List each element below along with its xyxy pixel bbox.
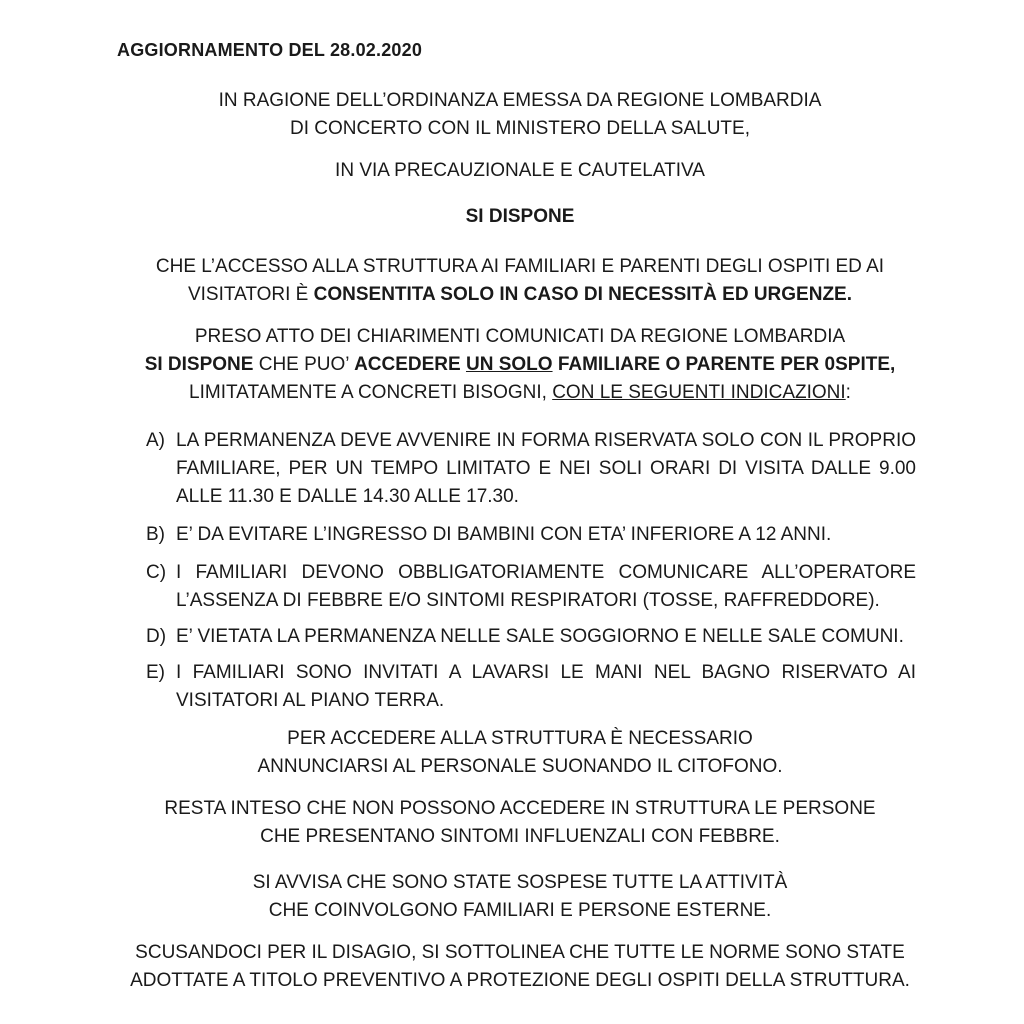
apology-line-1: SCUSANDOCI PER IL DISAGIO, SI SOTTOLINEA CHE TUTTE LE NORME SONO STATE (135, 942, 905, 963)
rule-item-d (146, 623, 916, 651)
clarification-familiare: FAMILIARE O PARENTE PER 0SPITE, (552, 354, 896, 375)
clarification-limitatamente: LIMITATAMENTE A CONCRETI BISOGNI, (189, 382, 553, 403)
rule-marker-d: D) (146, 626, 167, 647)
rule-item-a (146, 427, 916, 511)
intro-line-1: IN RAGIONE DELL’ORDINANZA EMESSA DA REGIONE LOMBARDIA (218, 90, 822, 111)
rule-item-b (146, 521, 916, 549)
restriction-line-2: CHE PRESENTANO SINTOMI INFLUENZALI CON FEBBRE. (260, 826, 780, 847)
clarification-accedere: ACCEDERE (354, 354, 466, 375)
rule-item-e (146, 659, 916, 715)
rule-marker-e: E) (146, 662, 165, 683)
rule-marker-c: C) (146, 562, 167, 583)
rule-text-a: LA PERMANENZA DEVE AVVENIRE IN FORMA RISERVATA SOLO CON IL PROPRIO FAMILIARE, PER UN TEMPO LIMITATO E NEI SOLI ORARI DI VISITA DALLE 9.00 ALLE 11.30 E DALLE 14.30 ALLE 17.30. (176, 430, 916, 507)
dispone-heading: SI DISPONE (465, 206, 575, 227)
suspension-line-2: CHE COINVOLGONO FAMILIARI E PERSONE ESTERNE. (268, 900, 772, 921)
update-date-heading: AGGIORNAMENTO DEL 28.02.2020 (117, 40, 423, 60)
rule-text-b: E’ DA EVITARE L’INGRESSO DI BAMBINI CON ETA’ INFERIORE A 12 ANNI. (176, 524, 832, 545)
rule-text-e: I FAMILIARI SONO INVITATI A LAVARSI LE MANI NEL BAGNO RISERVATO AI VISITATORI AL PIANO TERRA. (176, 662, 916, 711)
clarification-indicazioni: CON LE SEGUENTI INDICAZIONI (552, 382, 846, 403)
rule-text-c: I FAMILIARI DEVONO OBBLIGATORIAMENTE COMUNICARE ALL’OPERATORE L’ASSENZA DI FEBBRE E/O SINTOMI RESPIRATORI (TOSSE, RAFFREDDORE). (176, 562, 916, 611)
clarification-si-dispone: SI DISPONE (144, 354, 254, 375)
restriction-line-1: RESTA INTESO CHE NON POSSONO ACCEDERE IN STRUTTURA LE PERSONE (164, 798, 876, 819)
clarification-un-solo: UN SOLO (465, 354, 553, 375)
rule-marker-b: B) (146, 524, 165, 545)
access-line-1: CHE L’ACCESSO ALLA STRUTTURA AI FAMILIARI E PARENTI DEGLI OSPITI ED AI (155, 256, 885, 277)
restriction-paragraph (100, 795, 940, 851)
entry-line-1: PER ACCEDERE ALLA STRUTTURA È NECESSARIO (287, 728, 753, 749)
clarification-line-2 (100, 351, 940, 379)
clarification-paragraph (100, 323, 940, 407)
access-line-2-plain: VISITATORI È (187, 284, 314, 305)
entry-paragraph (100, 725, 940, 781)
clarification-che-puo: CHE PUO’ (253, 354, 355, 375)
clarification-colon: : (845, 382, 851, 403)
rule-text-d: E’ VIETATA LA PERMANENZA NELLE SALE SOGGIORNO E NELLE SALE COMUNI. (176, 626, 904, 647)
suspension-line-1: SI AVVISA CHE SONO STATE SOSPESE TUTTE LA ATTIVITÀ (252, 872, 788, 893)
intro-line-2: DI CONCERTO CON IL MINISTERO DELLA SALUTE, (290, 118, 750, 139)
apology-line-2: ADOTTATE A TITOLO PREVENTIVO A PROTEZIONE DEGLI OSPITI DELLA STRUTTURA. (130, 970, 910, 991)
precaution-line: IN VIA PRECAUZIONALE E CAUTELATIVA (335, 160, 705, 181)
rule-marker-a: A) (146, 430, 165, 451)
entry-line-2: ANNUNCIARSI AL PERSONALE SUONANDO IL CITOFONO. (257, 756, 783, 777)
clarification-line-1: PRESO ATTO DEI CHIARIMENTI COMUNICATI DA REGIONE LOMBARDIA (194, 326, 846, 347)
suspension-paragraph (100, 869, 940, 925)
access-line-2-bold: CONSENTITA SOLO IN CASO DI NECESSITÀ ED URGENZE. (313, 284, 852, 305)
access-line-2 (100, 281, 940, 309)
rule-item-c (146, 559, 916, 615)
intro-paragraph (100, 87, 940, 143)
clarification-line-3 (100, 379, 940, 407)
access-paragraph (100, 253, 940, 309)
apology-paragraph (100, 939, 940, 995)
